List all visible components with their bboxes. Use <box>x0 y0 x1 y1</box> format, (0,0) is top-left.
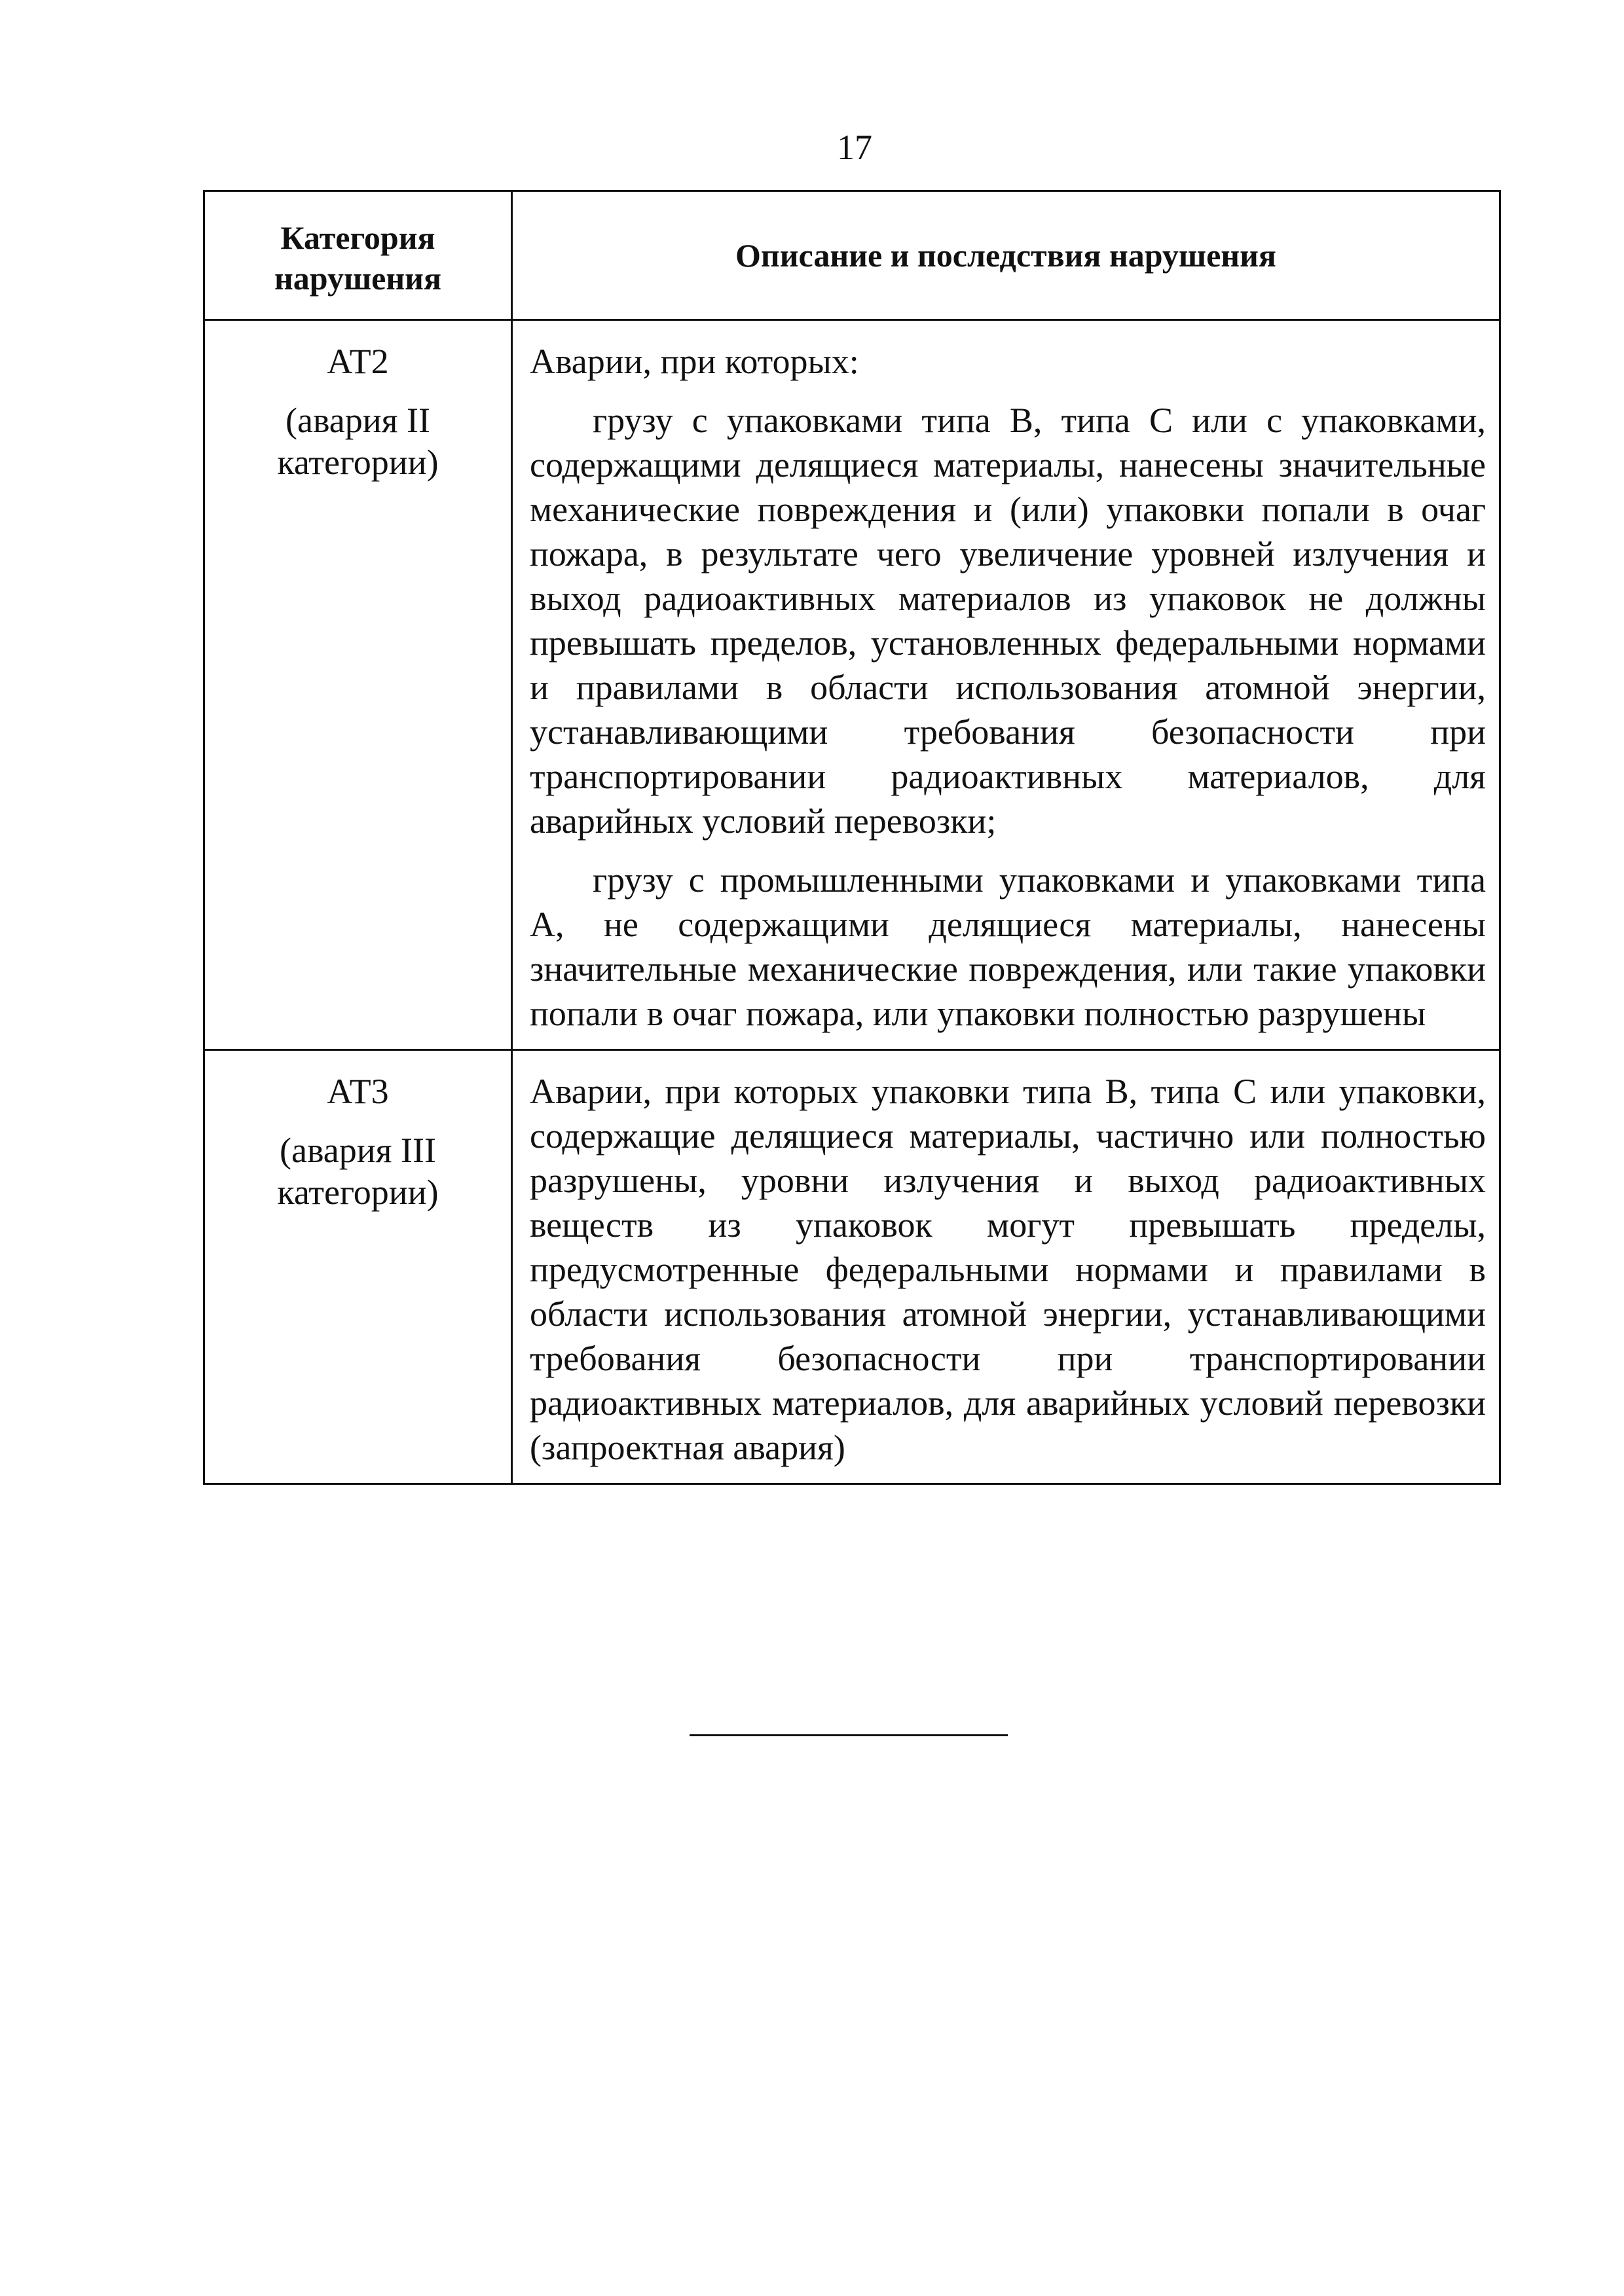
description-intro: Аварии, при которых: <box>530 342 859 381</box>
category-cell-at3 <box>204 1050 512 1484</box>
table-header-row <box>204 191 1500 320</box>
description-text: Аварии, при которых упаковки типа В, типа С или упаковки, содержащие делящиеся материалы, частично или полностью разрушены, уровни излучения и выход радиоактивных веществ из упаковок могут превышать пределы, предусмотренные федеральными нормами и правилами в области использования атомной энергии, устанавливающими требования безопасности при транспортировании радиоактивных материалов, для аварийных условий перевозки (запроектная авария) <box>530 1072 1486 1467</box>
description-cell-at3 <box>512 1050 1500 1484</box>
table-row-at3 <box>204 1050 1500 1484</box>
header-category: Категория нарушения <box>204 191 512 320</box>
category-label: (авария III категории) <box>277 1131 439 1212</box>
violations-table <box>203 190 1501 1485</box>
description-cell-at2 <box>512 320 1500 1050</box>
page-number: 17 <box>837 128 872 167</box>
table-row-at2 <box>204 320 1500 1050</box>
description-paragraph: грузу с упаковками типа В, типа С или с упаковками, содержащими делящиеся материалы, нанесены значительные механические повреждения и (или) упаковки попали в очаг пожара, в результате чего увеличение уровней излучения и выход радиоактивных материалов из упаковок не должны превышать пределов, установленных федеральными нормами и правилами в области использования атомной энергии, устанавливающими требования безопасности при транспортировании радиоактивных материалов, для аварийных условий перевозки; <box>530 401 1486 841</box>
category-code: АТ3 <box>327 1072 389 1111</box>
header-description: Описание и последствия нарушения <box>512 191 1500 320</box>
description-paragraph: грузу с промышленными упаковками и упаковками типа А, не содержащими делящиеся материалы, нанесены значительные механические повреждения, или такие упаковки попали в очаг пожара, или упаковки полностью разрушены <box>530 860 1486 1033</box>
end-separator-line <box>690 1734 1008 1736</box>
violations-table-container <box>203 190 1501 1485</box>
category-code: АТ2 <box>327 342 389 381</box>
category-label: (авария II категории) <box>277 401 439 482</box>
category-cell-at2 <box>204 320 512 1050</box>
